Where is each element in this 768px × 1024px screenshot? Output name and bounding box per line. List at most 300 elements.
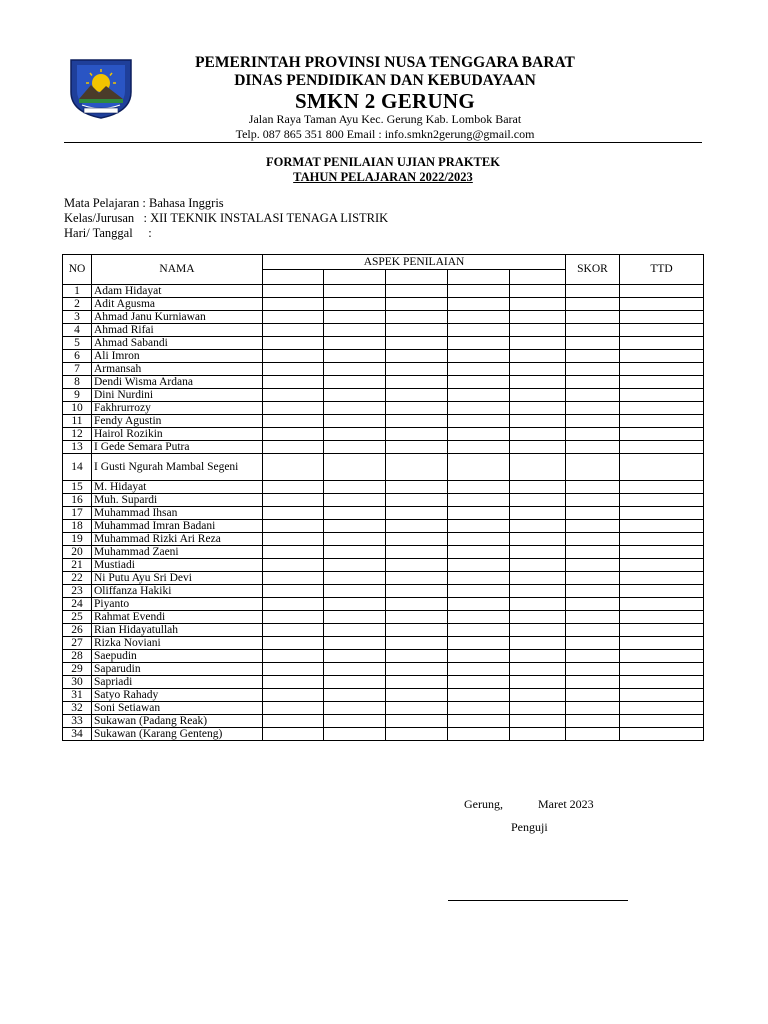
- aspect-score-cell: [448, 676, 510, 689]
- aspect-score-cell: [324, 611, 386, 624]
- student-name: Fendy Agustin: [92, 415, 263, 428]
- aspect-score-cell: [386, 533, 448, 546]
- table-row: [63, 415, 704, 428]
- aspect-score-cell: [510, 507, 566, 520]
- aspect-score-cell: [263, 663, 324, 676]
- signature-cell: [620, 624, 704, 637]
- aspect-score-cell: [386, 311, 448, 324]
- table-row: [63, 637, 704, 650]
- aspect-score-cell: [263, 585, 324, 598]
- aspect-cell: [263, 270, 324, 285]
- aspect-score-cell: [510, 454, 566, 481]
- student-name: Oliffanza Hakiki: [92, 585, 263, 598]
- aspect-score-cell: [448, 689, 510, 702]
- table-row: [63, 598, 704, 611]
- date-line: Hari/ Tanggal :: [64, 226, 152, 240]
- aspect-score-cell: [510, 441, 566, 454]
- total-score-cell: [566, 481, 620, 494]
- aspect-score-cell: [263, 324, 324, 337]
- aspect-score-cell: [386, 376, 448, 389]
- government-name: PEMERINTAH PROVINSI NUSA TENGGARA BARAT: [195, 54, 575, 71]
- aspect-score-cell: [324, 598, 386, 611]
- row-number: 22: [63, 572, 92, 585]
- table-row: [63, 728, 704, 741]
- header-name: NAMA: [92, 255, 263, 285]
- aspect-score-cell: [510, 598, 566, 611]
- aspect-score-cell: [263, 481, 324, 494]
- table-row: [63, 702, 704, 715]
- aspect-score-cell: [510, 676, 566, 689]
- aspect-score-cell: [386, 598, 448, 611]
- student-name: Dini Nurdini: [92, 389, 263, 402]
- total-score-cell: [566, 702, 620, 715]
- aspect-score-cell: [448, 441, 510, 454]
- signature-cell: [620, 572, 704, 585]
- table-row: [63, 454, 704, 481]
- aspect-score-cell: [324, 350, 386, 363]
- aspect-score-cell: [448, 611, 510, 624]
- aspect-score-cell: [324, 572, 386, 585]
- aspect-score-cell: [448, 533, 510, 546]
- student-name: M. Hidayat: [92, 481, 263, 494]
- aspect-score-cell: [510, 324, 566, 337]
- aspect-score-cell: [386, 637, 448, 650]
- table-row: [63, 572, 704, 585]
- signature-cell: [620, 637, 704, 650]
- total-score-cell: [566, 298, 620, 311]
- aspect-score-cell: [263, 494, 324, 507]
- row-number: 21: [63, 559, 92, 572]
- row-number: 18: [63, 520, 92, 533]
- student-name: Ahmad Sabandi: [92, 337, 263, 350]
- aspect-score-cell: [386, 428, 448, 441]
- student-name: Rahmat Evendi: [92, 611, 263, 624]
- aspect-score-cell: [448, 663, 510, 676]
- total-score-cell: [566, 363, 620, 376]
- student-name: Soni Setiawan: [92, 702, 263, 715]
- aspect-score-cell: [448, 702, 510, 715]
- total-score-cell: [566, 441, 620, 454]
- aspect-score-cell: [324, 494, 386, 507]
- aspect-score-cell: [386, 611, 448, 624]
- aspect-score-cell: [448, 715, 510, 728]
- aspect-score-cell: [510, 481, 566, 494]
- aspect-score-cell: [324, 520, 386, 533]
- signature-cell: [620, 298, 704, 311]
- aspect-score-cell: [324, 337, 386, 350]
- signature-date: Maret 2023: [538, 797, 594, 811]
- aspect-score-cell: [510, 585, 566, 598]
- aspect-score-cell: [386, 520, 448, 533]
- signature-cell: [620, 428, 704, 441]
- aspect-score-cell: [386, 415, 448, 428]
- table-row: [63, 298, 704, 311]
- aspect-score-cell: [263, 350, 324, 363]
- aspect-score-cell: [386, 363, 448, 376]
- aspect-score-cell: [510, 402, 566, 415]
- aspect-score-cell: [386, 689, 448, 702]
- signature-cell: [620, 520, 704, 533]
- student-name: Muhammad Ihsan: [92, 507, 263, 520]
- row-number: 14: [63, 454, 92, 481]
- aspect-score-cell: [448, 350, 510, 363]
- student-name: Mustiadi: [92, 559, 263, 572]
- aspect-score-cell: [386, 402, 448, 415]
- aspect-score-cell: [448, 559, 510, 572]
- aspect-score-cell: [263, 441, 324, 454]
- total-score-cell: [566, 637, 620, 650]
- table-row: [63, 389, 704, 402]
- aspect-score-cell: [386, 650, 448, 663]
- row-number: 11: [63, 415, 92, 428]
- aspect-score-cell: [324, 585, 386, 598]
- signature-cell: [620, 559, 704, 572]
- row-number: 2: [63, 298, 92, 311]
- aspect-score-cell: [386, 624, 448, 637]
- row-number: 6: [63, 350, 92, 363]
- class-line: Kelas/Jurusan : XII TEKNIK INSTALASI TENAGA LISTRIK: [64, 211, 389, 225]
- row-number: 4: [63, 324, 92, 337]
- table-row: [63, 559, 704, 572]
- aspect-score-cell: [386, 337, 448, 350]
- aspect-score-cell: [448, 624, 510, 637]
- row-number: 32: [63, 702, 92, 715]
- aspect-score-cell: [510, 533, 566, 546]
- aspect-score-cell: [386, 389, 448, 402]
- aspect-score-cell: [263, 689, 324, 702]
- total-score-cell: [566, 350, 620, 363]
- aspect-score-cell: [324, 363, 386, 376]
- aspect-score-cell: [448, 324, 510, 337]
- row-number: 24: [63, 598, 92, 611]
- student-name: Piyanto: [92, 598, 263, 611]
- aspect-score-cell: [386, 481, 448, 494]
- student-name: Adam Hidayat: [92, 285, 263, 298]
- aspect-score-cell: [324, 376, 386, 389]
- aspect-score-cell: [386, 298, 448, 311]
- total-score-cell: [566, 650, 620, 663]
- aspect-score-cell: [510, 689, 566, 702]
- aspect-score-cell: [263, 572, 324, 585]
- signature-cell: [620, 663, 704, 676]
- row-number: 10: [63, 402, 92, 415]
- table-header-row: [63, 255, 704, 270]
- signature-cell: [620, 611, 704, 624]
- aspect-cell: [510, 270, 566, 285]
- row-number: 27: [63, 637, 92, 650]
- table-row: [63, 546, 704, 559]
- student-name: Saepudin: [92, 650, 263, 663]
- aspect-score-cell: [324, 311, 386, 324]
- student-name: Sapriadi: [92, 676, 263, 689]
- total-score-cell: [566, 311, 620, 324]
- aspect-score-cell: [510, 350, 566, 363]
- aspect-score-cell: [263, 298, 324, 311]
- aspect-score-cell: [510, 702, 566, 715]
- total-score-cell: [566, 611, 620, 624]
- total-score-cell: [566, 598, 620, 611]
- signature-cell: [620, 728, 704, 741]
- total-score-cell: [566, 546, 620, 559]
- aspect-score-cell: [448, 598, 510, 611]
- table-row: [63, 350, 704, 363]
- row-number: 3: [63, 311, 92, 324]
- aspect-score-cell: [510, 285, 566, 298]
- aspect-score-cell: [448, 376, 510, 389]
- aspect-score-cell: [263, 285, 324, 298]
- total-score-cell: [566, 494, 620, 507]
- aspect-score-cell: [324, 454, 386, 481]
- total-score-cell: [566, 624, 620, 637]
- aspect-score-cell: [263, 533, 324, 546]
- aspect-score-cell: [324, 715, 386, 728]
- row-number: 7: [63, 363, 92, 376]
- aspect-score-cell: [263, 611, 324, 624]
- aspect-score-cell: [448, 454, 510, 481]
- aspect-score-cell: [263, 546, 324, 559]
- aspect-score-cell: [324, 728, 386, 741]
- aspect-cell: [448, 270, 510, 285]
- total-score-cell: [566, 663, 620, 676]
- aspect-score-cell: [510, 428, 566, 441]
- aspect-score-cell: [510, 520, 566, 533]
- aspect-score-cell: [263, 520, 324, 533]
- aspect-score-cell: [386, 507, 448, 520]
- aspect-score-cell: [448, 585, 510, 598]
- student-name: Ahmad Rifai: [92, 324, 263, 337]
- table-row: [63, 285, 704, 298]
- aspect-score-cell: [510, 311, 566, 324]
- letterhead-divider: [64, 142, 702, 143]
- student-name: I Gede Semara Putra: [92, 441, 263, 454]
- aspect-score-cell: [448, 728, 510, 741]
- student-name: Ahmad Janu Kurniawan: [92, 311, 263, 324]
- aspect-score-cell: [448, 507, 510, 520]
- signature-cell: [620, 454, 704, 481]
- total-score-cell: [566, 454, 620, 481]
- total-score-cell: [566, 402, 620, 415]
- student-name: Hairol Rozikin: [92, 428, 263, 441]
- aspect-score-cell: [510, 559, 566, 572]
- table-row: [63, 520, 704, 533]
- row-number: 29: [63, 663, 92, 676]
- aspect-score-cell: [386, 676, 448, 689]
- school-address: Jalan Raya Taman Ayu Kec. Gerung Kab. Lombok Barat: [248, 112, 522, 126]
- row-number: 26: [63, 624, 92, 637]
- row-number: 19: [63, 533, 92, 546]
- signature-cell: [620, 285, 704, 298]
- document-title: FORMAT PENILAIAN UJIAN PRAKTEK: [266, 155, 500, 169]
- header-score: SKOR: [566, 255, 620, 285]
- aspect-score-cell: [386, 572, 448, 585]
- aspect-score-cell: [324, 415, 386, 428]
- aspect-score-cell: [263, 598, 324, 611]
- aspect-score-cell: [263, 624, 324, 637]
- student-name: Saparudin: [92, 663, 263, 676]
- aspect-score-cell: [510, 663, 566, 676]
- aspect-score-cell: [324, 298, 386, 311]
- table-row: [63, 481, 704, 494]
- aspect-score-cell: [448, 546, 510, 559]
- aspect-score-cell: [263, 376, 324, 389]
- aspect-score-cell: [324, 637, 386, 650]
- total-score-cell: [566, 728, 620, 741]
- student-name: Muhammad Rizki Ari Reza: [92, 533, 263, 546]
- table-row: [63, 611, 704, 624]
- aspect-score-cell: [386, 324, 448, 337]
- aspect-score-cell: [510, 611, 566, 624]
- aspect-score-cell: [448, 337, 510, 350]
- signature-cell: [620, 389, 704, 402]
- signature-cell: [620, 533, 704, 546]
- aspect-score-cell: [263, 363, 324, 376]
- aspect-score-cell: [324, 285, 386, 298]
- aspect-score-cell: [263, 337, 324, 350]
- total-score-cell: [566, 337, 620, 350]
- row-number: 23: [63, 585, 92, 598]
- aspect-score-cell: [386, 350, 448, 363]
- row-number: 16: [63, 494, 92, 507]
- aspect-score-cell: [263, 637, 324, 650]
- total-score-cell: [566, 585, 620, 598]
- signature-cell: [620, 715, 704, 728]
- aspect-score-cell: [448, 298, 510, 311]
- row-number: 20: [63, 546, 92, 559]
- aspect-score-cell: [324, 481, 386, 494]
- student-name: I Gusti Ngurah Mambal Segeni: [92, 454, 263, 481]
- row-number: 33: [63, 715, 92, 728]
- aspect-score-cell: [448, 363, 510, 376]
- aspect-score-cell: [448, 481, 510, 494]
- aspect-score-cell: [510, 572, 566, 585]
- signature-cell: [620, 481, 704, 494]
- aspect-score-cell: [324, 441, 386, 454]
- row-number: 1: [63, 285, 92, 298]
- student-name: Dendi Wisma Ardana: [92, 376, 263, 389]
- table-row: [63, 624, 704, 637]
- aspect-score-cell: [324, 428, 386, 441]
- student-name: Muhammad Imran Badani: [92, 520, 263, 533]
- total-score-cell: [566, 572, 620, 585]
- aspect-score-cell: [263, 507, 324, 520]
- aspect-score-cell: [448, 389, 510, 402]
- row-number: 15: [63, 481, 92, 494]
- aspect-score-cell: [510, 637, 566, 650]
- header-no: NO: [63, 255, 92, 285]
- school-name: SMKN 2 GERUNG: [294, 89, 476, 113]
- aspect-score-cell: [386, 285, 448, 298]
- aspect-score-cell: [263, 311, 324, 324]
- student-name: Rizka Noviani: [92, 637, 263, 650]
- signature-cell: [620, 585, 704, 598]
- aspect-score-cell: [510, 624, 566, 637]
- student-name: Ali Imron: [92, 350, 263, 363]
- signature-cell: [620, 324, 704, 337]
- table-row: [63, 689, 704, 702]
- row-number: 31: [63, 689, 92, 702]
- aspect-score-cell: [448, 415, 510, 428]
- aspect-score-cell: [324, 663, 386, 676]
- signature-cell: [620, 337, 704, 350]
- aspect-cell: [324, 270, 386, 285]
- signature-cell: [620, 350, 704, 363]
- aspect-score-cell: [510, 650, 566, 663]
- total-score-cell: [566, 389, 620, 402]
- school-contact: Telp. 087 865 351 800 Email : info.smkn2gerung@gmail.com: [235, 127, 535, 141]
- table-row: [63, 337, 704, 350]
- aspect-cell: [386, 270, 448, 285]
- aspect-score-cell: [510, 728, 566, 741]
- row-number: 34: [63, 728, 92, 741]
- aspect-score-cell: [324, 507, 386, 520]
- table-row: [63, 663, 704, 676]
- aspect-score-cell: [386, 494, 448, 507]
- aspect-score-cell: [448, 402, 510, 415]
- aspect-score-cell: [263, 415, 324, 428]
- total-score-cell: [566, 428, 620, 441]
- row-number: 30: [63, 676, 92, 689]
- aspect-score-cell: [324, 676, 386, 689]
- aspect-score-cell: [386, 585, 448, 598]
- row-number: 8: [63, 376, 92, 389]
- aspect-score-cell: [324, 624, 386, 637]
- aspect-score-cell: [324, 533, 386, 546]
- aspect-score-cell: [386, 702, 448, 715]
- aspect-score-cell: [263, 702, 324, 715]
- aspect-score-cell: [263, 676, 324, 689]
- total-score-cell: [566, 715, 620, 728]
- table-row: [63, 324, 704, 337]
- aspect-score-cell: [448, 428, 510, 441]
- total-score-cell: [566, 507, 620, 520]
- aspect-score-cell: [386, 546, 448, 559]
- aspect-score-cell: [448, 637, 510, 650]
- assessment-table: [62, 254, 704, 741]
- aspect-score-cell: [510, 494, 566, 507]
- table-row: [63, 311, 704, 324]
- aspect-score-cell: [324, 702, 386, 715]
- aspect-score-cell: [448, 572, 510, 585]
- table-row: [63, 715, 704, 728]
- aspect-score-cell: [448, 494, 510, 507]
- signature-cell: [620, 676, 704, 689]
- row-number: 28: [63, 650, 92, 663]
- signature-cell: [620, 494, 704, 507]
- signature-cell: [620, 402, 704, 415]
- signature-cell: [620, 689, 704, 702]
- aspect-score-cell: [510, 546, 566, 559]
- table-row: [63, 533, 704, 546]
- subject-line: Mata Pelajaran : Bahasa Inggris: [64, 196, 224, 210]
- table-row: [63, 428, 704, 441]
- aspect-score-cell: [263, 428, 324, 441]
- student-name: Muhammad Zaeni: [92, 546, 263, 559]
- total-score-cell: [566, 689, 620, 702]
- student-name: Muh. Supardi: [92, 494, 263, 507]
- aspect-score-cell: [448, 520, 510, 533]
- row-number: 5: [63, 337, 92, 350]
- aspect-score-cell: [386, 728, 448, 741]
- aspect-score-cell: [263, 728, 324, 741]
- aspect-score-cell: [324, 689, 386, 702]
- table-row: [63, 441, 704, 454]
- signature-cell: [620, 441, 704, 454]
- total-score-cell: [566, 415, 620, 428]
- aspect-score-cell: [263, 454, 324, 481]
- aspect-score-cell: [510, 363, 566, 376]
- aspect-score-cell: [263, 389, 324, 402]
- aspect-score-cell: [324, 402, 386, 415]
